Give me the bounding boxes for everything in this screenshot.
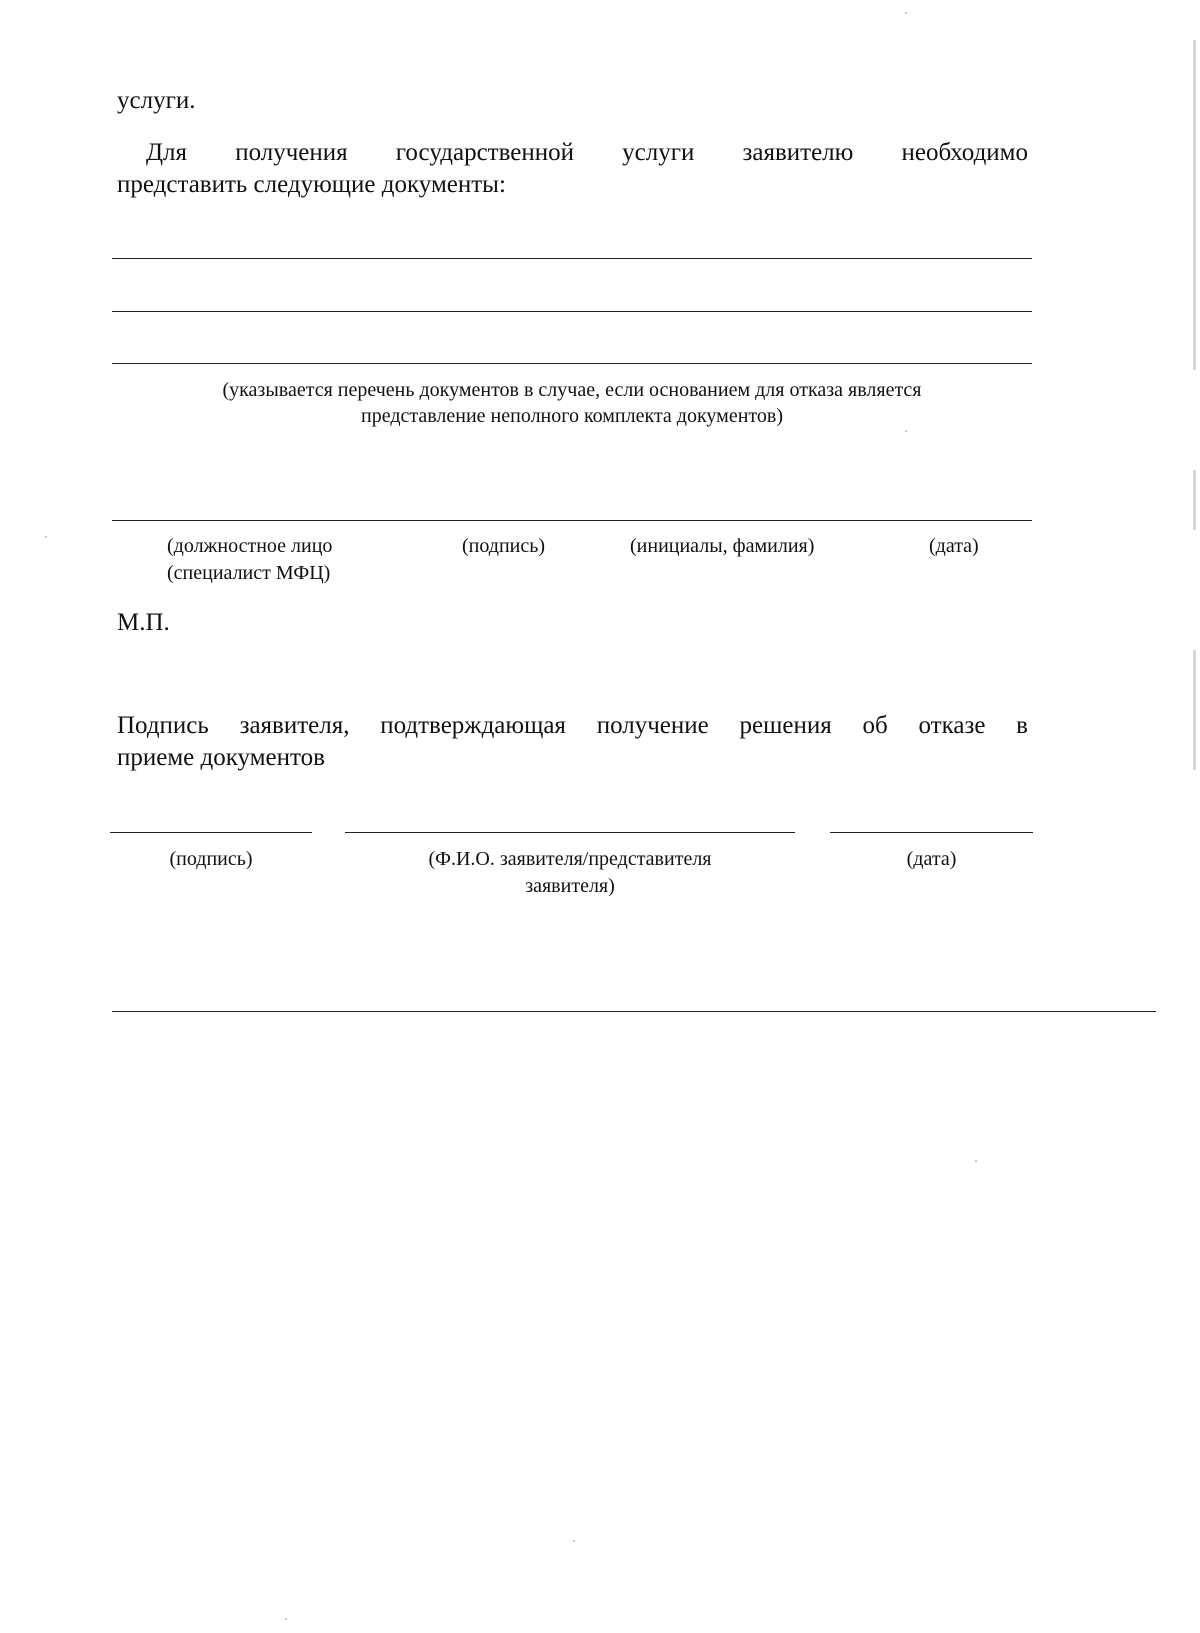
documents-list-caption-line1: (указывается перечень документов в случае, если основанием для отказа является (222, 379, 922, 401)
official-position-caption-line1: (должностное лицо (167, 535, 333, 557)
end-of-form-rule (112, 1011, 1156, 1012)
official-position-caption-line2: (специалист МФЦ) (167, 562, 331, 584)
scan-speck (573, 1540, 575, 1542)
scan-speck (905, 430, 907, 432)
intro-paragraph-line1: Для получения государственной услуги заявителю необходимо (146, 139, 1028, 166)
scan-edge-mark-2 (1193, 470, 1196, 530)
applicant-name-caption-line1: (Ф.И.О. заявителя/представителя (428, 848, 712, 870)
documents-list-line-3[interactable] (112, 363, 1032, 364)
documents-list-caption-line2: представление неполного комплекта документов) (361, 405, 783, 427)
applicant-name-caption-line2: заявителя) (525, 875, 615, 897)
official-signature-caption: (подпись) (462, 535, 546, 557)
applicant-date-line[interactable] (830, 832, 1033, 833)
official-name-caption: (инициалы, фамилия) (630, 535, 815, 557)
applicant-signature-line[interactable] (110, 832, 312, 833)
scan-edge-mark-1 (1193, 40, 1196, 370)
official-date-caption: (дата) (929, 535, 979, 557)
applicant-paragraph-line2: приеме документов (117, 744, 325, 771)
applicant-paragraph-line1: Подпись заявителя, подтверждающая получение решения об отказе в (117, 712, 1028, 739)
scan-speck (45, 536, 47, 538)
documents-list-line-2[interactable] (112, 311, 1032, 312)
continuation-word: услуги. (117, 87, 196, 114)
official-signature-line[interactable] (112, 520, 1032, 521)
intro-paragraph-line2: представить следующие документы: (117, 171, 506, 198)
scan-speck (905, 12, 907, 14)
documents-list-line-1[interactable] (112, 258, 1032, 259)
scan-speck (975, 1160, 977, 1162)
seal-mark: М.П. (117, 609, 170, 636)
scan-edge-mark-3 (1193, 650, 1196, 770)
applicant-signature-caption: (подпись) (169, 848, 253, 870)
applicant-date-caption: (дата) (906, 848, 957, 870)
applicant-name-line[interactable] (345, 832, 795, 833)
scan-speck (285, 1618, 287, 1620)
